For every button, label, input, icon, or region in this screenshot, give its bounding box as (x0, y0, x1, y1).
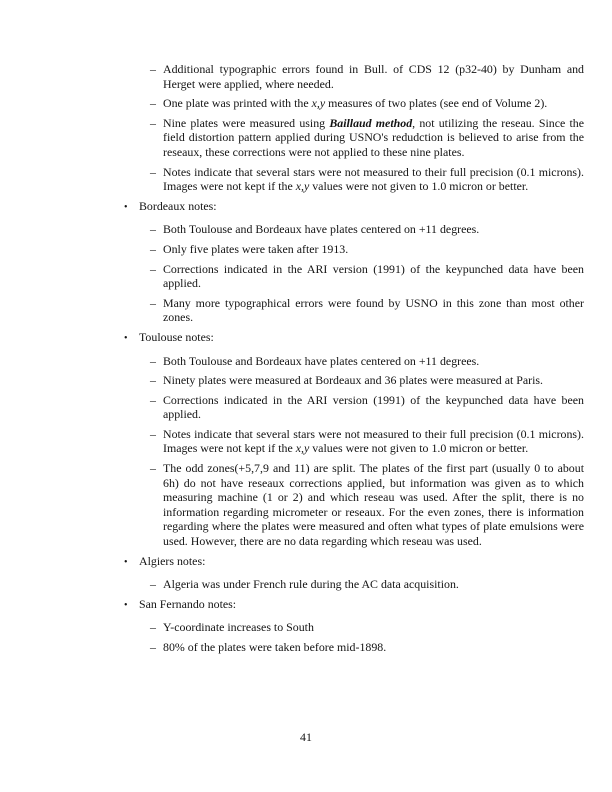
section-heading: San Fernando notes: (139, 596, 237, 611)
item-text (163, 116, 584, 159)
text-segment: Many more typographical errors were found by USNO in this zone than most other zones. (163, 295, 584, 325)
item-text (163, 577, 459, 591)
list-item (150, 242, 584, 257)
text-segment: Algeria was under French rule during the AC data acquisition. (163, 577, 459, 592)
item-text (163, 461, 584, 548)
bullet-item (124, 199, 612, 216)
list-item (150, 165, 584, 194)
text-segment: Baillaud method (329, 115, 413, 130)
text-segment: Corrections indicated in the ARI version (1991) of the keypunched data have been applied. (163, 392, 584, 422)
text-segment: x,y (311, 96, 326, 111)
item-text (163, 373, 543, 387)
list-item (150, 577, 584, 592)
dash-marker: – (150, 164, 156, 179)
list-item (150, 116, 584, 160)
page-number: 41 (300, 730, 312, 744)
dash-marker: – (150, 96, 156, 111)
bullet-marker: • (124, 599, 128, 611)
text-segment: values were not given to 1.0 micron or better. (309, 441, 529, 456)
text-segment: Only five plates were taken after 1913. (163, 241, 349, 256)
text-segment: Notes indicate that several stars were not measured to their full precision (0.1 microns). Images were not kept if the (163, 164, 584, 194)
text-segment: Corrections indicated in the ARI version (1991) of the keypunched data have been applied. (163, 261, 584, 291)
text-segment: 80% of the plates were taken before mid-1898. (163, 640, 387, 654)
bullet-item (124, 554, 612, 571)
list-item (150, 62, 584, 91)
text-segment: Both Toulouse and Bordeaux have plates centered on +11 degrees. (163, 353, 480, 368)
list-item (150, 640, 584, 655)
item-text (163, 296, 584, 325)
text-segment: The odd zones(+5,7,9 and 11) are split. The plates of the first part (usually 0 to about 6h) do not have reseaux corrections applied, but information was given as to which measuring machine (1 or 2) and which reseau was used. After the split, there is no information regarding micrometer or reseaux. For the even zones, there is information regarding where the plates were measured and often what types of plate emulsions were used. However, there are no data regarding which reseau was used. (163, 461, 584, 549)
dash-marker: – (150, 353, 156, 368)
dash-marker: – (150, 241, 156, 256)
dash-marker: – (150, 222, 156, 237)
text-segment: Nine plates were measured using (163, 115, 330, 130)
list-item (150, 620, 584, 635)
bullet-marker: • (124, 556, 128, 568)
list-item (150, 96, 584, 111)
text-segment: Additional typographic errors found in Bull. of CDS 12 (p32-40) by Dunham and Herget were applied, where needed. (163, 62, 584, 91)
text-segment: measures of two plates (see end of Volume 2). (325, 96, 548, 111)
item-text (163, 620, 314, 634)
item-text (163, 427, 584, 456)
item-text (163, 222, 479, 236)
text-segment: Y-coordinate increases to South (163, 620, 314, 635)
bullet-marker: • (124, 201, 128, 213)
section-heading: Toulouse notes: (139, 329, 214, 344)
text-segment: x,y (295, 441, 310, 456)
item-text (163, 62, 584, 91)
item-text (163, 242, 348, 256)
list-item (150, 354, 584, 369)
dash-marker: – (150, 426, 156, 441)
item-text (163, 165, 584, 194)
dash-marker: – (150, 261, 156, 276)
dash-marker: – (150, 373, 156, 388)
list-item (150, 393, 584, 422)
section-heading: Bordeaux notes: (139, 198, 217, 213)
dash-marker: – (150, 392, 156, 407)
item-text (163, 393, 584, 422)
dash-marker: – (150, 620, 156, 635)
dash-marker: – (150, 577, 156, 592)
item-text (163, 96, 547, 110)
item-text (163, 354, 479, 368)
text-segment: values were not given to 1.0 micron or better. (309, 179, 529, 194)
text-segment: , not utilizing the reseau. Since the field distortion pattern applied during USNO's redudction is believed to arise from the reseaux, these corrections were not applied to these nine plates. (163, 115, 584, 159)
text-segment: Ninety plates were measured at Bordeaux and 36 plates were measured at Paris. (163, 373, 544, 388)
list-item (150, 296, 584, 325)
sections-container (0, 62, 612, 660)
text-segment: Notes indicate that several stars were not measured to their full precision (0.1 microns). Images were not kept if the (163, 426, 584, 456)
dash-marker: – (150, 295, 156, 310)
text-segment: One plate was printed with the (163, 96, 312, 111)
bullet-item (124, 330, 612, 347)
text-segment: Both Toulouse and Bordeaux have plates centered on +11 degrees. (163, 222, 480, 237)
bullet-item (124, 597, 612, 614)
text-segment: x,y (295, 179, 310, 194)
bullet-marker: • (124, 332, 128, 344)
dash-marker: – (150, 461, 156, 476)
item-text (163, 262, 584, 291)
section-heading: Algiers notes: (139, 553, 206, 568)
dash-marker: – (150, 115, 156, 130)
list-item (150, 222, 584, 237)
item-text (163, 640, 386, 654)
list-item (150, 262, 584, 291)
list-item (150, 373, 584, 388)
list-item (150, 427, 584, 456)
dash-marker: – (150, 62, 156, 76)
dash-marker: – (150, 640, 156, 654)
list-item (150, 461, 584, 549)
